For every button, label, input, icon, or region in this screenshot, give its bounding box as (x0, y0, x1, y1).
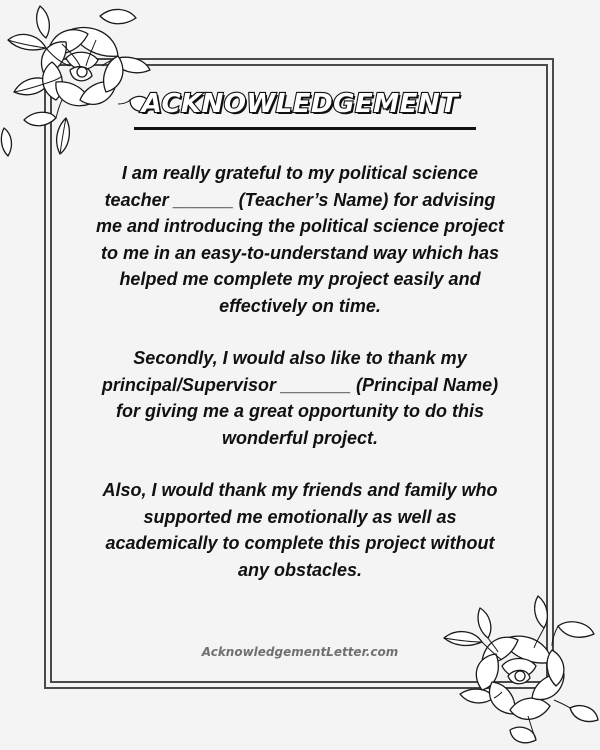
title-underline (134, 127, 476, 130)
floral-ornament-top-left-icon (0, 0, 160, 165)
paragraph-principal-thanks: Secondly, I would also like to thank my principal/Supervisor _______ (Principal Name) for giving me a great opportunity to do this wonderful project. (101, 348, 499, 448)
floral-ornament-bottom-right-icon (440, 590, 600, 750)
acknowledgement-body (92, 160, 508, 609)
paragraph-family-thanks: Also, I would thank my friends and family who supported me emotionally as well as academically to complete this project without any obstacles. (102, 480, 498, 580)
paragraph-teacher-thanks: I am really grateful to my political science teacher ______ (Teacher’s Name) for advising me and introducing the political science project to me in an easy-to-understand way which has helped me complete my project easily and effectively on time. (95, 163, 505, 316)
website-footer: AcknowledgementLetter.com (201, 645, 399, 659)
page-title: ACKNOWLEDGEMENT (141, 89, 459, 119)
